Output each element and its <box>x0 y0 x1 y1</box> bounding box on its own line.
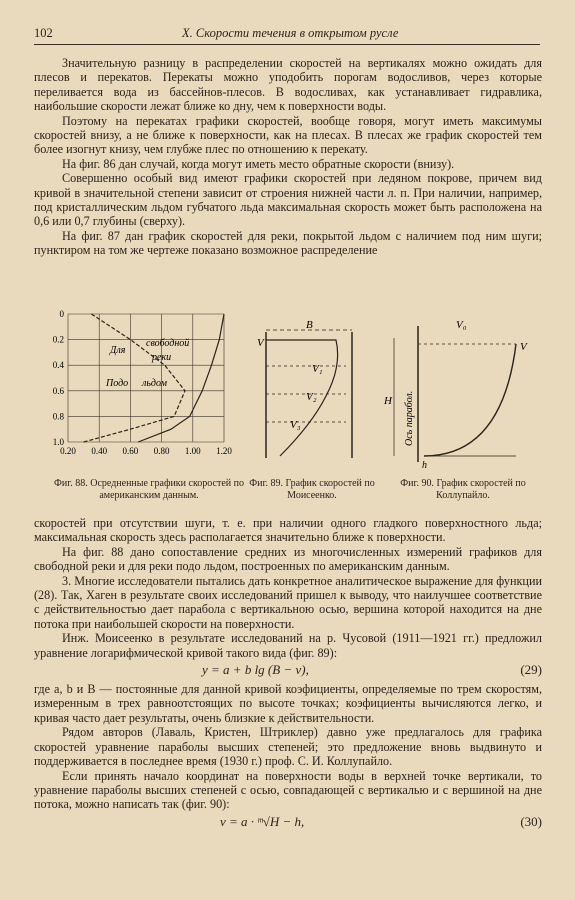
formula-29: y = a + b lg (B − v), <box>202 662 309 678</box>
fig90-diagram <box>382 306 532 476</box>
fig90-label-h-lower: h <box>422 460 427 471</box>
formula-29-number: (29) <box>520 662 542 678</box>
fig89-diagram <box>256 306 376 476</box>
fig88-x-tick: 1.20 <box>216 446 232 456</box>
paragraph: 3. Многие исследователи пытались дать конкретное аналитическое выражение для функции (28). Так, Хаген в результате своих исследований пришел к выводу, что наилучшее соответствие с действительностью дает парабола с вертикальною осью, вершина которой находится на дне потока при наибольшей скорости на поверхности. <box>34 573 542 631</box>
fig90-axis-label: Ось парабол. <box>404 390 415 446</box>
paragraph: Значительную разницу в распределении скоростей на вертикалях можно ожидать для плесов и перекатов. Перекаты можно уподобить порогам водосливов, через которые переливается вода из бассейнов-плесов. В водосливах, как устанавливает гидравлика, наибольшие скорости лежат ближе ко дну, чем к поверхности воды. <box>34 56 542 114</box>
paragraph: Совершенно особый вид имеют графики скоростей при ледяном покрове, причем вид кривой в значительной степени зависит от строения нижней части л. п. При наличии, например, под кристаллическим льдом губчатого льда максимальная скорость может быть расположена на 0,6 или 0,7 глубины (сверху). <box>34 171 542 229</box>
fig88-caption: Фиг. 88. Осредненные графики скоростей по американским данным. <box>54 478 244 501</box>
fig89-label-v3: V₃ <box>290 419 301 431</box>
fig88-y-tick: 0.2 <box>52 334 64 345</box>
formula-30-number: (30) <box>520 813 542 829</box>
fig88-curve-under-ice <box>84 314 185 442</box>
fig90-label-v0: V₀ <box>456 319 467 331</box>
paragraph: Поэтому на перекатах графики скоростей, вообще говоря, могут иметь максимумы скоростей внизу, а не ближе к поверхности, как на плесах. В плесах же график скоростей тем более изогнут книзу, чем глубже плес по отношению к перекату. <box>34 113 542 157</box>
paragraph: Если принять начало координат на поверхности воды в верхней точке вертикали, то уравнение параболы высших степеней с осью, совпадающей с вертикалью и с вершиной на дне потока, можно написать так (фиг. 90): <box>34 768 542 812</box>
body-text-top <box>34 56 542 258</box>
paragraph: На фиг. 86 дан случай, когда могут иметь место обратные скорости (внизу). <box>62 156 455 171</box>
fig88-chart <box>34 306 234 476</box>
fig90-label-v: V <box>520 341 527 353</box>
paragraph: Рядом авторов (Лаваль, Кристен, Штриклер) давно уже предлагалось для графика скоростей уравнение параболы высших степеней; это предложение вновь выдвинуто и поддерживается в последнее время (1930 г.) проф. С. И. Коллупайло. <box>34 725 542 769</box>
body-text-bottom <box>34 516 542 834</box>
fig88-x-tick: 0.40 <box>91 446 108 456</box>
page-number: 102 <box>34 26 53 40</box>
fig88-label-free-2: свободной <box>146 338 190 349</box>
fig88-x-tick: 0.20 <box>60 446 76 456</box>
fig88-y-tick: 0.4 <box>52 360 64 371</box>
fig88-x-tick: 1.00 <box>184 446 201 456</box>
fig88-label-free-1: Для <box>110 345 126 356</box>
fig88-label-ice-2: льдом <box>142 378 167 389</box>
fig90-caption: Фиг. 90. График скоростей по Коллупайло. <box>400 478 526 501</box>
fig89-label-v1: V₁ <box>312 363 323 375</box>
fig88-y-tick: 0.8 <box>52 411 64 422</box>
paragraph: скоростей при отсутствии шуги, т. е. при наличии одного гладкого поверхностного льда; максимальная скорость здесь располагается значительно ближе к поверхности. <box>34 516 542 545</box>
fig88-y-tick: 1.0 <box>52 437 64 447</box>
formula-30: v = a · ᵐ√H − h, <box>220 813 305 829</box>
fig88-x-tick: 0.80 <box>153 446 170 456</box>
paragraph: Инж. Моисеенко в результате исследований на р. Чусовой (1911—1921 гг.) предложил уравнение логарифмической кривой такого вида (фиг. 89): <box>34 631 542 660</box>
fig88-y-tick: 0.6 <box>52 385 64 396</box>
fig88-x-tick: 0.60 <box>122 446 139 456</box>
fig89-label-v2: V₂ <box>306 391 317 403</box>
formula-30-row <box>34 812 542 834</box>
paragraph: На фиг. 87 дан график скоростей для реки, покрытой льдом с наличием под ним шуги; пунктиром на том же чертеже показано возможное распределение <box>34 228 542 258</box>
fig90-label-h-upper: H <box>384 395 392 407</box>
running-header <box>34 26 540 45</box>
fig88-label-free-3: реки <box>152 352 172 363</box>
formula-29-row <box>34 660 542 682</box>
paragraph: где a, b и B — постоянные для данной кривой коэфициенты, определяемые по трем скоростям, измеренным в трех равноотстоящих по высоте точках; коэфициенты вычисляются легко, и кривая часто дает результаты, очень близкие к действительности. <box>34 682 542 725</box>
fig89-caption: Фиг. 89. График скоростей по Моисеенко. <box>249 478 375 501</box>
fig88-y-tick: 0 <box>59 309 64 319</box>
chapter-title: X. Скорости течения в открытом русле <box>182 26 399 40</box>
fig89-label-v: V <box>257 337 264 349</box>
paragraph: На фиг. 88 дано сопоставление средних из многочисленных измерений графиков для свободной реки и для реки подо льдом, построенных по американским данным. <box>34 544 542 574</box>
fig89-label-b: B <box>306 319 313 331</box>
figures-row <box>34 306 544 516</box>
fig88-label-ice-1: Подо <box>106 378 129 389</box>
